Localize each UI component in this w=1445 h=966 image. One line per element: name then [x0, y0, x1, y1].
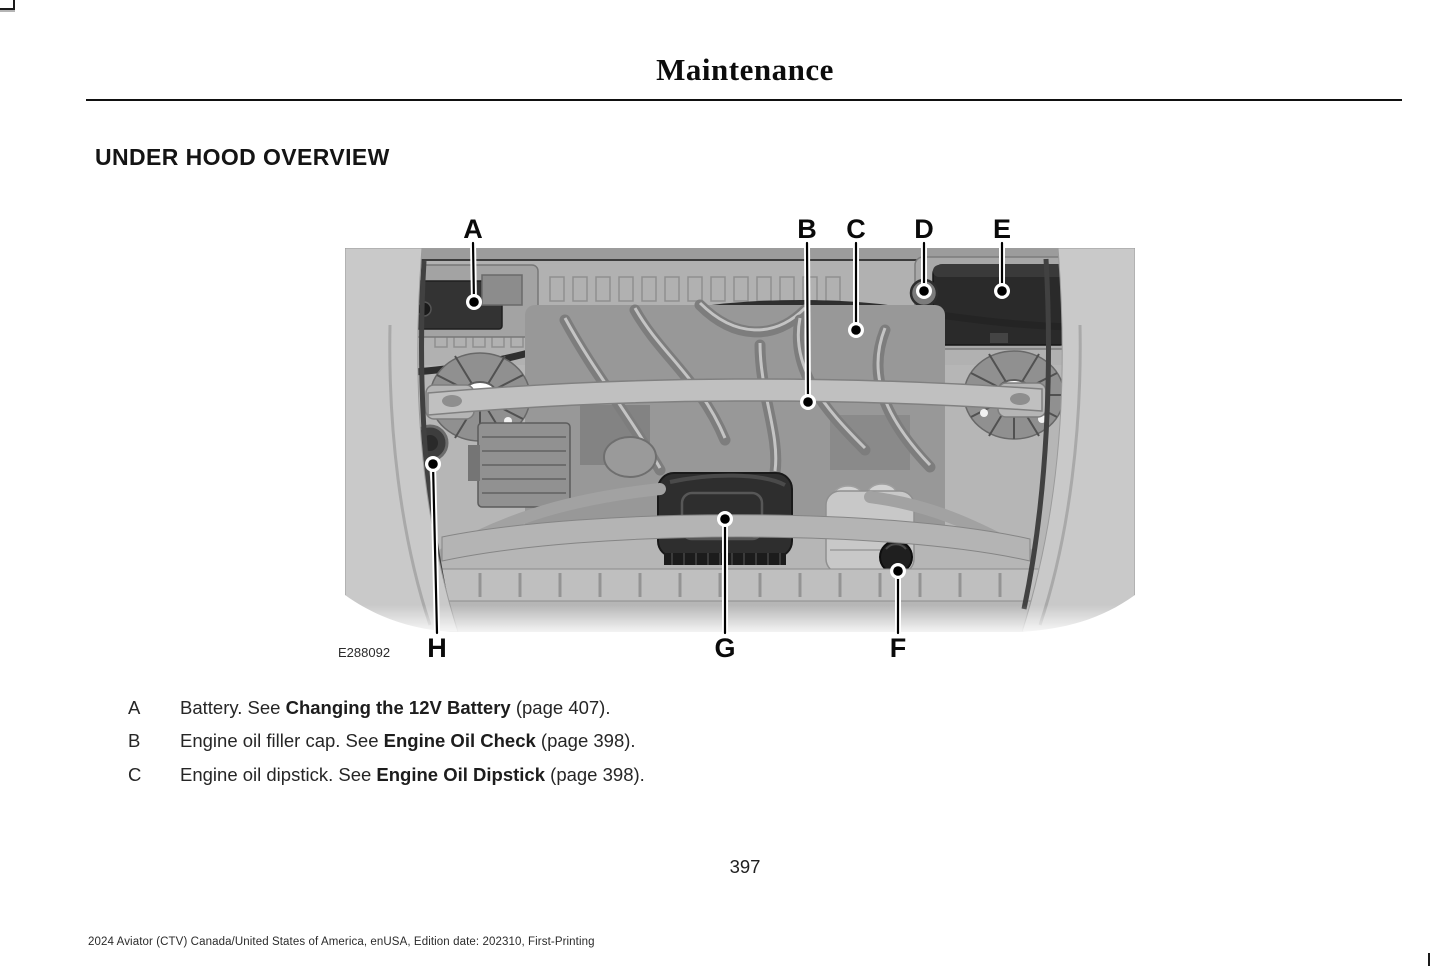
legend-text [180, 697, 610, 719]
legend-text [180, 730, 636, 752]
legend-item-a [128, 697, 1228, 725]
ecu-box [468, 423, 570, 507]
callout-letter-d: D [914, 214, 934, 244]
footer-edition-text: 2024 Aviator (CTV) Canada/United States of America, enUSA, Edition date: 202310, First-Printing [88, 936, 595, 948]
callout-letter-b: B [797, 214, 817, 244]
legend-text-prefix: Engine oil dipstick. See [180, 764, 377, 785]
bottom-fade [345, 605, 1135, 632]
callout-letter-h: H [427, 633, 447, 663]
legend-letter: B [128, 730, 141, 751]
legend-letter: A [128, 697, 141, 718]
legend-letter: C [128, 764, 142, 785]
legend-cross-reference: Engine Oil Dipstick [376, 764, 546, 785]
legend-text-suffix: (page 398). [535, 730, 636, 751]
under-hood-figure [330, 205, 1140, 665]
legend-cross-reference: Changing the 12V Battery [285, 697, 511, 718]
legend-text-prefix: Engine oil filler cap. See [180, 730, 384, 751]
legend-cross-reference: Engine Oil Check [383, 730, 536, 751]
header-rule [86, 99, 1402, 101]
page-corner-mark-top-left-shadow [0, 10, 15, 12]
callout-letter-c: C [846, 214, 866, 244]
legend-text [180, 764, 645, 786]
legend-text-suffix: (page 398). [545, 764, 645, 785]
legend-item-c [128, 764, 1228, 792]
callout-letter-e: E [992, 214, 1012, 244]
page-number: 397 [729, 856, 761, 877]
page-corner-mark-bottom-right [1428, 953, 1430, 966]
legend-text-suffix: (page 407). [510, 697, 611, 718]
illustration-body [345, 248, 1135, 632]
callout-letter-f: F [889, 633, 907, 663]
section-title: UNDER HOOD OVERVIEW [95, 144, 390, 170]
legend-text-prefix: Battery. See [180, 697, 286, 718]
callout-letter-a: A [463, 214, 483, 244]
figure-code: E288092 [338, 645, 391, 660]
callout-letter-g: G [714, 633, 736, 663]
chapter-title: Maintenance [656, 52, 834, 87]
engine-bay-illustration [330, 205, 1140, 665]
legend-item-b [128, 730, 1228, 758]
